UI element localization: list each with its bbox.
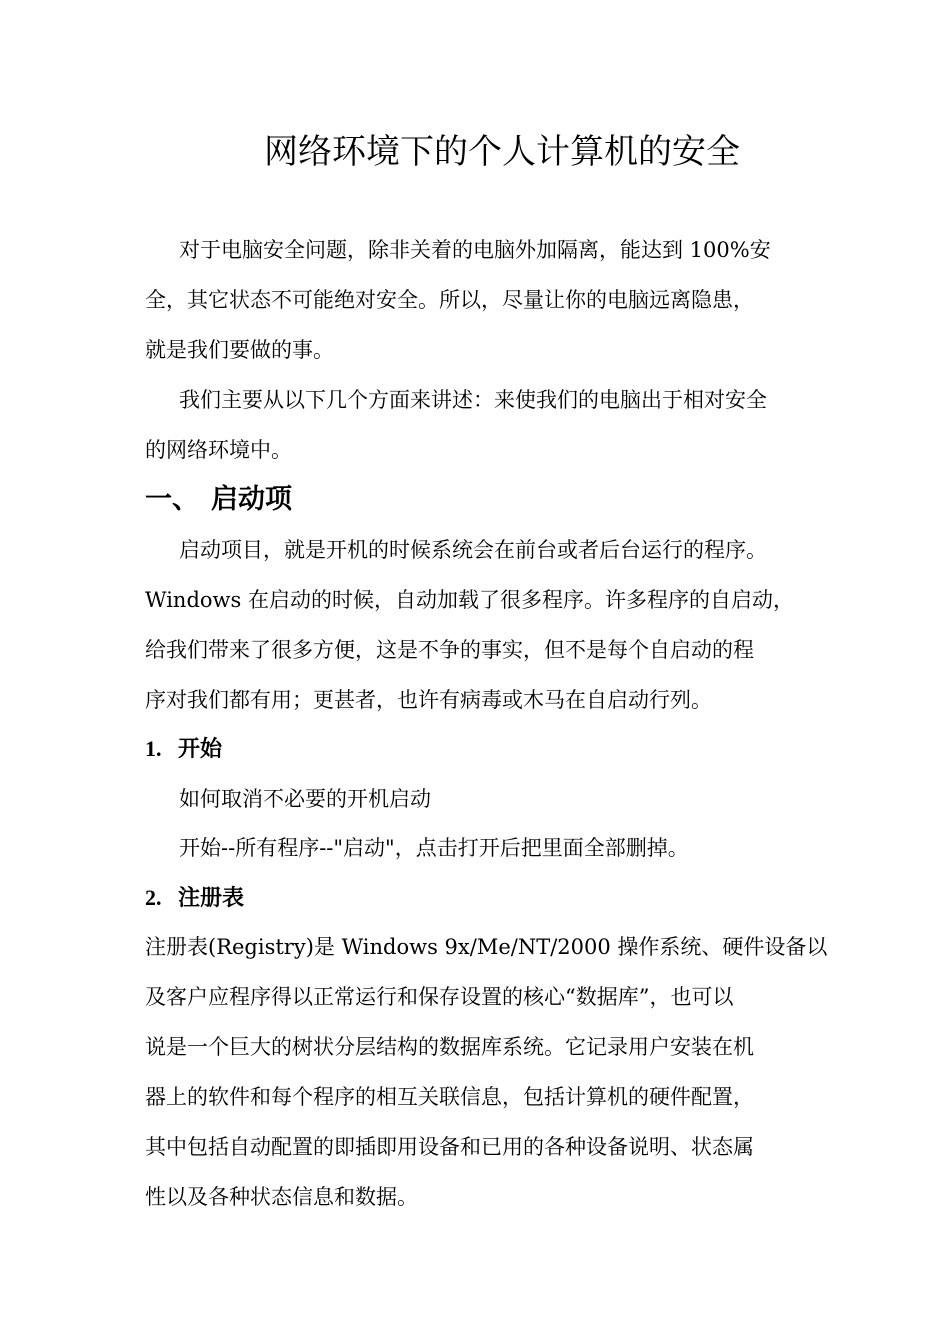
intro-paragraph-2 [145, 375, 825, 475]
text-line: 器上的软件和每个程序的相互关联信息，包括计算机的硬件配置， [145, 1085, 754, 1109]
text-line: 对于电脑安全问题，除非关着的电脑外加隔离，能达到 100%安 [179, 238, 771, 262]
subsection-heading-text: 注册表 [178, 885, 245, 911]
text-line: 的网络环境中。 [145, 438, 292, 462]
text-line: 如何取消不必要的开机启动 [179, 787, 431, 811]
section-heading-text: 启动项 [211, 484, 292, 515]
section-number: 一、 [145, 484, 199, 515]
text-line: 开始--所有程序--"启动"，点击打开后把里面全部删掉。 [179, 836, 689, 860]
section-heading-startup [145, 475, 292, 525]
document-title: 网络环境下的个人计算机的安全 [264, 132, 740, 172]
subsection-number: 2. [145, 885, 162, 910]
subsection-paragraph-registry [145, 922, 828, 1222]
text-line: 就是我们要做的事。 [145, 338, 334, 362]
text-line: 给我们带来了很多方便，这是不争的事实，但不是每个自启动的程 [145, 638, 754, 662]
subsection-heading-start [145, 724, 222, 774]
section-paragraph-startup [145, 525, 825, 725]
subsection-start-line-1 [179, 774, 859, 824]
subsection-start-line-2 [179, 823, 859, 873]
text-line: 全，其它状态不可能绝对安全。所以，尽量让你的电脑远离隐患， [145, 288, 754, 312]
subsection-heading-registry [145, 873, 244, 923]
text-line: 我们主要从以下几个方面来讲述：来使我们的电脑出于相对安全 [179, 388, 767, 412]
subsection-number: 1. [145, 736, 162, 761]
text-line: 及客户应程序得以正常运行和保存设置的核心“数据库”，也可以 [145, 985, 734, 1009]
subsection-heading-text: 开始 [178, 736, 223, 762]
text-line: 性以及各种状态信息和数据。 [145, 1185, 418, 1209]
text-line: 序对我们都有用；更甚者，也许有病毒或木马在自启动行列。 [145, 688, 712, 712]
text-line: Windows 在启动的时候，自动加载了很多程序。许多程序的自启动， [145, 588, 794, 612]
text-line: 启动项目，就是开机的时候系统会在前台或者后台运行的程序。 [179, 538, 767, 562]
text-line: 其中包括自动配置的即插即用设备和已用的各种设备说明、状态属 [145, 1135, 754, 1159]
text-line: 注册表(Registry)是 Windows 9x/Me/NT/2000 操作系统、硬件设备以 [145, 935, 828, 959]
text-line: 说是一个巨大的树状分层结构的数据库系统。它记录用户安装在机 [145, 1035, 754, 1059]
intro-paragraph-1 [145, 225, 825, 375]
